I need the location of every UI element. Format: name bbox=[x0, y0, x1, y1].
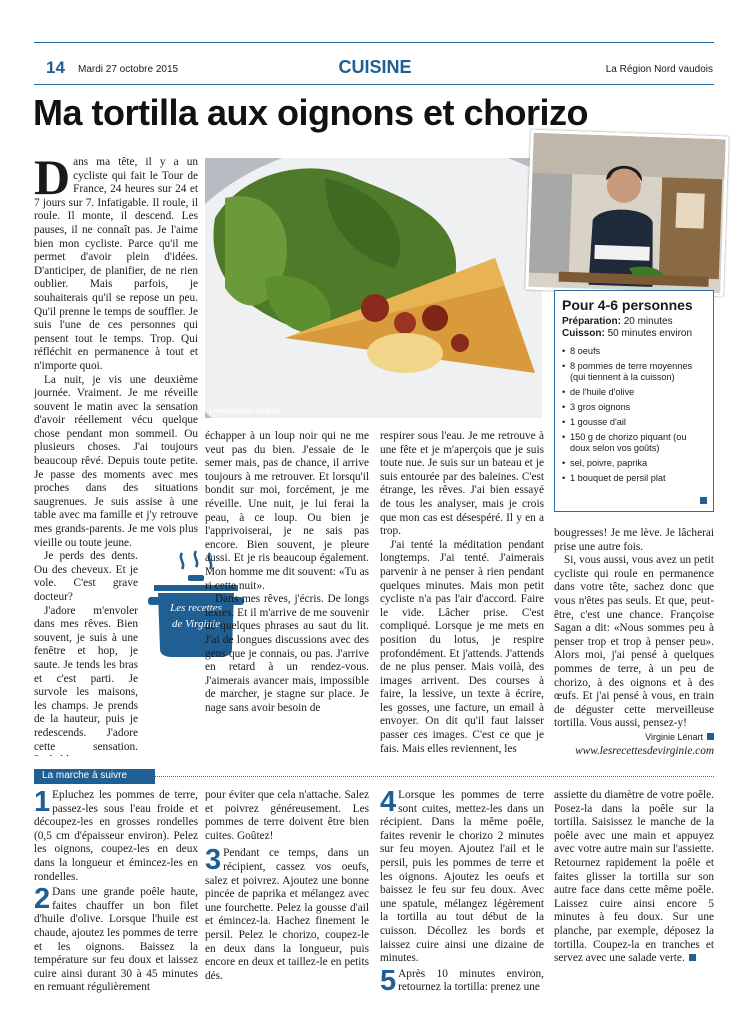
steps-column-4 bbox=[554, 789, 714, 1019]
end-square-icon bbox=[707, 733, 714, 740]
step-text: Epluchez les pommes de terre, passez-les sous l'eau froide et découpez-les en grosses rondelles (0,5 cm d'épaisseur environ). Pelez les oignons, coupez-les en deux dans la longueur et émincez-les en rondelles. bbox=[34, 789, 198, 883]
ingredient-item: • sel, poivre, paprika bbox=[562, 458, 706, 469]
drop-cap: D bbox=[34, 156, 71, 205]
section-title: CUISINE bbox=[338, 57, 412, 77]
article-column-1 bbox=[34, 156, 198, 756]
step-text: Après 10 minutes environ, retournez la tortilla: prenez une bbox=[398, 967, 544, 994]
ingredient-item: • 1 bouquet de persil plat bbox=[562, 473, 706, 484]
step-text: assiette du diamètre de votre poêle. Posez-la dans la poêle sur la tortilla. Saisissez le manche de la poêle avec une main et appuyez avec votre autre main sur l'assiette. Retournez rapidement la poêle et faites glisser la tortilla sur son autre face dans cette même poêle. Laissez cuire ainsi encore 5 minutes à feu doux. Sur une planche, par exemple, déposez la tortilla. Coupez-la en tranches et servez avec une salade verte. bbox=[554, 789, 714, 965]
article-column-2 bbox=[205, 430, 369, 760]
ingredient-item: • 150 g de chorizo piquant (ou doux selon vos goûts) bbox=[562, 432, 706, 454]
steps-column-3 bbox=[380, 789, 544, 1019]
recipe-box bbox=[554, 290, 714, 512]
logo-text: Les recettes de Virginie bbox=[170, 602, 222, 630]
photo-credit: Lénart/Nadine Jacquet bbox=[209, 408, 280, 415]
website-link[interactable]: www.lesrecettesdevirginie.com bbox=[575, 744, 714, 757]
step-text: pour éviter que cela n'attache. Salez et poivrez généreusement. Les pommes de terre doivent être bien cuites. Goûtez! bbox=[205, 789, 369, 842]
author-illustration bbox=[528, 133, 729, 297]
step-number: 5 bbox=[380, 964, 397, 997]
page-number: 14 bbox=[46, 58, 65, 77]
step-text: Dans une grande poêle haute, faites chauffer un bon filet d'huile d'olive. Lorsque l'huile est chaude, ajoutez les pommes de terre et les oignons. Baissez la température sur feu doux et laissez cuire ainsi durant 30 à 45 minutes en remuant régulièrement bbox=[34, 886, 198, 994]
article-paragraph: J'adore m'envoler dans mes rêves. Bien souvent, je suis à une fenêtre et hop, je saute. Je tends les bras et c'est parti. Je survole les maisons, les champs. Je prends de la hauteur, puis je redescends. J'adore cette sensation. bbox=[34, 604, 138, 753]
top-rule bbox=[34, 42, 714, 43]
article-paragraph: respirer sous l'eau. Je me retrouve à une fête et je m'aperçois que je suis toute nue. Je suis sur un bateau et je suis entourée par des baleines. C'est étrange, les rêves. J'ai bien essayé de tous les analyser, mais je crois que mon cas est désespéré. Il y en a trop. bbox=[380, 430, 544, 538]
tortilla-photo bbox=[205, 158, 542, 418]
end-square-icon bbox=[700, 497, 707, 504]
steps-column-1 bbox=[34, 789, 198, 1019]
servings-title: Pour 4-6 personnes bbox=[562, 297, 693, 313]
steps-rule bbox=[155, 776, 714, 777]
step-text: Pendant ce temps, dans un récipient, cassez vos oeufs, salez et poivrez. Ajoutez une bonne pincée de paprika et mélangez avec une fourchette. Pelez la gousse d'ail et émincez-la. Hachez finement le persil. Pelez le chorizo, coupez-le en deux dans la longueur, puis encore en deux et taillez-le en petits dés. bbox=[205, 847, 369, 982]
ingredient-item: • 3 gros oignons bbox=[562, 402, 706, 413]
header-rule bbox=[34, 84, 714, 85]
article-column-4 bbox=[554, 527, 714, 762]
article-column-3 bbox=[380, 430, 544, 760]
prep-time: Préparation: 20 minutes bbox=[562, 316, 673, 327]
article-paragraph: La nuit, je vis une deuxième journée. Vraiment. Je me réveille souvent le matin avec la sensation d'avoir réellement vécu quelque chose pendant mon sommeil. Ou plusieurs choses. J'ai toujours beaucoup rêvé. Depuis toute petite. Je passe des moments avec mes proches dans des situations saugrenues. Je suis assise à une table avec ma famille et j'y retrouve mes grands-parents. Je me vois plus vieille ou toute jeune. bbox=[34, 373, 198, 549]
step-number: 3 bbox=[205, 844, 222, 877]
article-paragraph: Dans mes rêves, j'écris. De longs textes. Et il m'arrive de me souvenir de quelques phrases au saut du lit. J'ai de longues discussions avec des gens que je connais, ou pas. J'arrive en retard à un rendez-vous. J'aimerais avancer mais, impossible de marcher, je stagne sur place. Je nage sans avoir besoin de bbox=[205, 593, 369, 714]
article-lead: ans ma tête, il y a un cycliste qui fait le Tour de France, 24 heures sur 24 et 7 jours sur 7. Infatigable. Il roule, il roule. Il monte, il descend. Les pauses, il ne connaît pas. Je l'aime bien mon cycliste. Parce qu'il me permet d'avoir plein d'idées. D'anticiper, de planifier, de ne rien oublier. Mais parfois, je souhaiterais qu'il se repose un peu. Qu'il prenne le temps de souffler. Je suis l'une de ces personnes qui pensent tout le temps. Trop. Qui réfléchit en permanence à tout et n'importe quoi. bbox=[34, 156, 198, 372]
step-text: Lorsque les pommes de terre sont cuites, mettez-les dans un récipient. Dans la même poêle, faites revenir le chorizo 2 minutes sur feu moyen. Ajoutez l'ail et le persil, puis les pommes de terre et les oignons. Ajoutez les oeufs et baissez le feu sur feu doux. Avec une spatule, mélangez légèrement la tortilla au tout début de la cuisson. Décollez les bords et laissez cuire ainsi une dizaine de minutes. bbox=[380, 789, 544, 965]
steps-heading: La marche à suivre bbox=[34, 769, 155, 784]
step-number: 4 bbox=[380, 789, 397, 818]
ingredient-item: • de l'huile d'olive bbox=[562, 387, 706, 398]
newspaper-name: La Région Nord vaudois bbox=[605, 64, 713, 75]
end-square-icon bbox=[689, 954, 696, 961]
article-title: Ma tortilla aux oignons et chorizo bbox=[33, 92, 589, 133]
article-paragraph: Si, vous aussi, vous avez un petit cycliste qui roule en permanence dans votre tête, sachez donc que vous n'êtes pas seuls. Et que, peut-être, c'est une chance. Françoise Sagan a dit: «Nous sommes peu à penser trop et trop à penser peu». Alors moi, j'ai pensé à quelques pommes de terre, à un peu de chorizo, à des oignons et à des œufs. Et j'ai pensé à vous, en train de déguster cette merveilleuse tortilla. Vous aussi, pensez-y! bbox=[554, 554, 714, 730]
author-photo bbox=[525, 130, 728, 297]
cook-time: Cuisson: 50 minutes environ bbox=[562, 328, 693, 339]
article-paragraph: bougresses! Je me lève. Je lâcherai prise une autre fois. bbox=[554, 527, 714, 553]
ingredient-list bbox=[562, 346, 706, 484]
step-number: 1 bbox=[34, 789, 51, 818]
issue-date: Mardi 27 octobre 2015 bbox=[78, 64, 179, 75]
author-signature: Virginie Lénart bbox=[554, 731, 714, 745]
article-paragraph: échapper à un loup noir qui ne me veut pas du bien. J'essaie de le semer mais, pas de chance, il arrive toujours à me retrouver. Et lorsqu'il bondit sur moi, forcément, je me réveille. Une nuit, je lui ferai la peau, à ce loup. Ou bien je l'apprivoiserai, je ne sais pas encore. Bien souvent, je pleure aussi. Et je ris beaucoup également. Mon homme me dit souvent: «Tu as ri cette nuit». bbox=[205, 430, 369, 592]
article-paragraph: Je perds des dents. Ou des cheveux. Et je vole. C'est grave docteur? bbox=[34, 550, 138, 603]
step-number: 2 bbox=[34, 883, 51, 916]
article-paragraph: J'ai tenté la méditation pendant longtemps. J'ai tenté. J'aimerais parvenir à ne penser à rien pendant quelques minutes. Mais mon petit cycliste n'a pas l'air d'accord. Faire le vide. Lâcher prise. C'est compliqué. Lorsque je me mets en position du lotus, je respire profondément. Et j'attends. J'attends de ne plus penser. Mais voilà, des images arrivent. Des courses à faire, la lessive, un texte à écrire, les gosses, une facture, un email à envoyer. On dit qu'il faut laisser passer ces images. C'est ce que je fais. Mais elles reviennent, les bbox=[380, 538, 544, 755]
steps-column-2 bbox=[205, 789, 369, 1019]
tortilla-illustration bbox=[205, 158, 542, 418]
ingredient-item: • 1 gousse d'ail bbox=[562, 417, 706, 428]
ingredient-item: • 8 pommes de terre moyennes (qui tiennent à la cuisson) bbox=[562, 361, 706, 383]
ingredient-item: • 8 oeufs bbox=[562, 346, 706, 357]
